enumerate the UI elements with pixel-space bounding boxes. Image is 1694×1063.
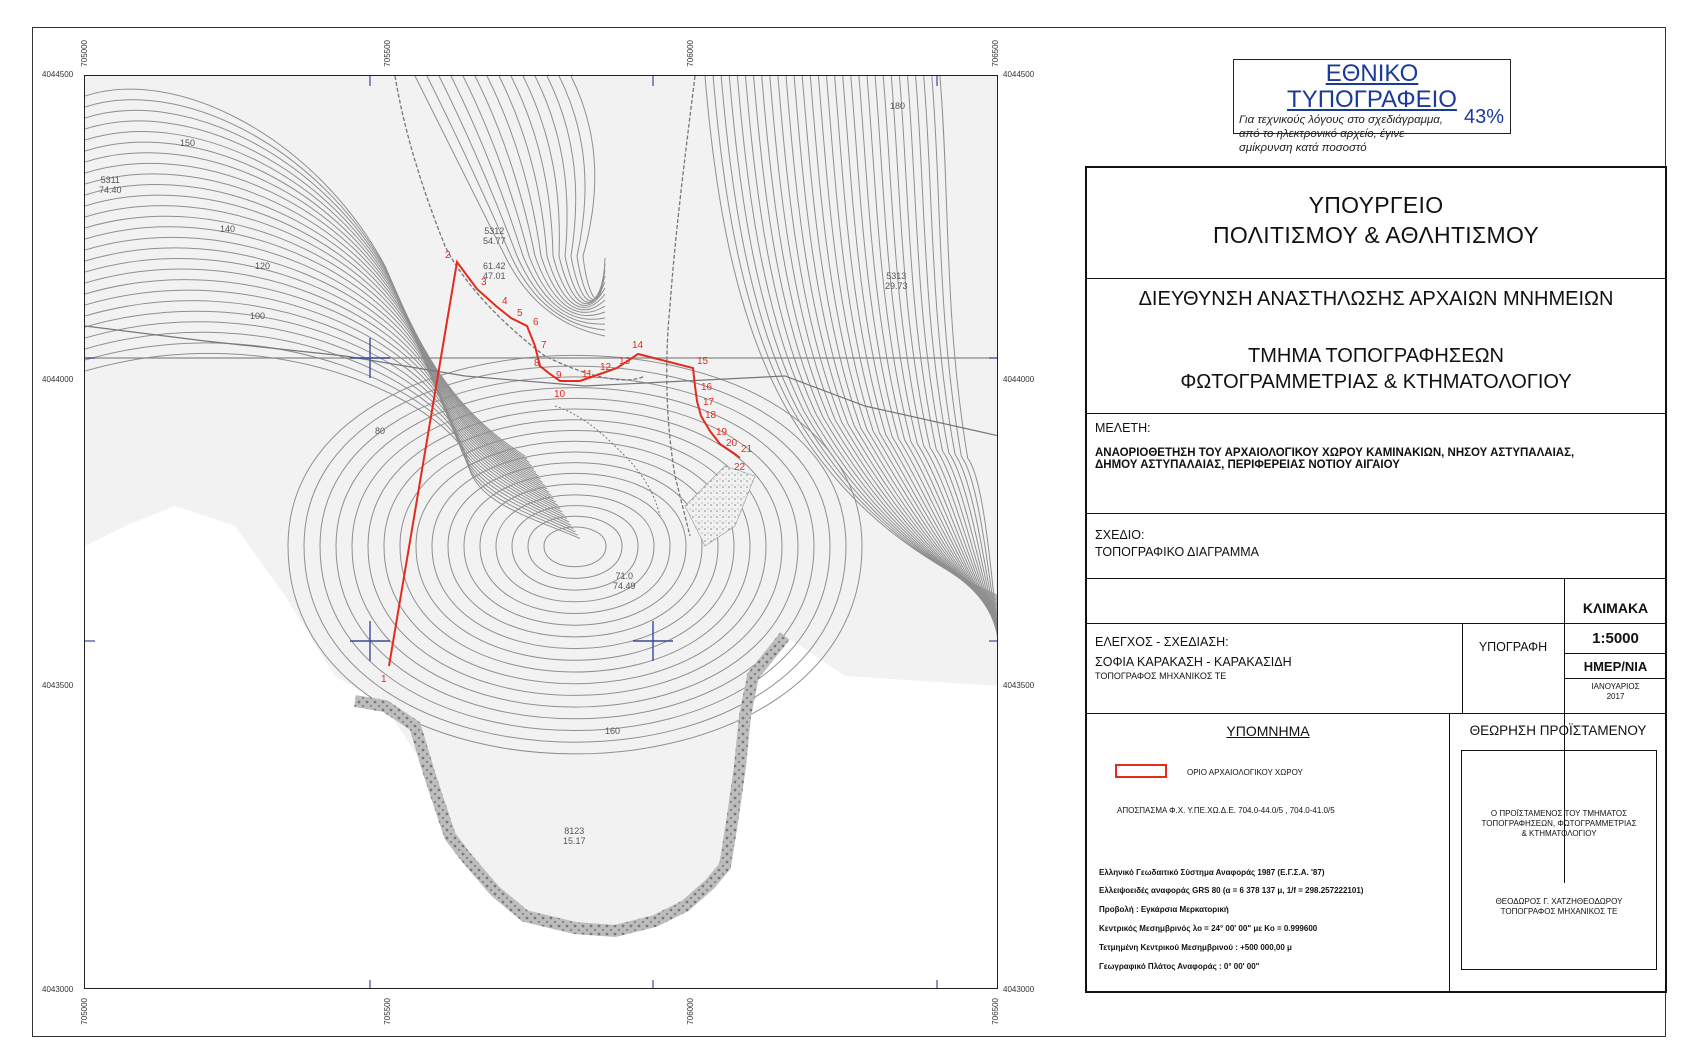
printing-note-line-2: από το ηλεκτρονικό αρχείο, έγινε bbox=[1239, 128, 1405, 140]
coord-right-1: 4044500 bbox=[1003, 70, 1035, 79]
date-month: ΙΑΝΟΥΑΡΙΟΣ bbox=[1591, 682, 1640, 691]
boundary-point-9: 9 bbox=[556, 370, 562, 381]
ellipsoid: Ελλειψοειδές αναφοράς GRS 80 (α = 6 378 137 μ, 1/f = 298.257222101) bbox=[1099, 886, 1364, 895]
check-role: ΤΟΠΟΓΡΑΦΟΣ ΜΗΧΑΝΙΚΟΣ ΤΕ bbox=[1095, 671, 1227, 681]
supervisor-line-1: Ο ΠΡΟΪΣΤΑΜΕΝΟΣ ΤΟΥ ΤΜΗΜΑΤΟΣ bbox=[1490, 809, 1628, 818]
boundary-point-22: 22 bbox=[734, 462, 746, 473]
reference-latitude: Γεωγραφικό Πλάτος Αναφοράς : 0° 00' 00" bbox=[1099, 962, 1260, 971]
ministry-line-2: ΠΟΛΙΤΙΣΜΟΥ & ΑΘΛΗΤΙΣΜΟΥ bbox=[1212, 222, 1540, 248]
check-label: ΕΛΕΓΧΟΣ - ΣΧΕΔΙΑΣΗ: bbox=[1095, 635, 1229, 649]
projection: Προβολή : Εγκάρσια Μερκατορική bbox=[1099, 905, 1229, 914]
date-label: ΗΜΕΡ/ΝΙΑ bbox=[1583, 659, 1648, 674]
signature-label: ΥΠΟΓΡΑΦΗ bbox=[1478, 640, 1548, 654]
boundary-point-19: 19 bbox=[716, 427, 728, 438]
boundary-point-8: 8 bbox=[534, 358, 540, 369]
boundary-point-6: 6 bbox=[533, 317, 539, 328]
boundary-point-18: 18 bbox=[705, 410, 717, 421]
boundary-point-15: 15 bbox=[697, 356, 709, 367]
map-excerpt: ΑΠΟΣΠΑΣΜΑ Φ.Χ. Υ.ΠΕ.ΧΩ.Δ.Ε. 704.0-44.0/5 , 704.0-41.0/5 bbox=[1117, 806, 1335, 815]
coord-top-4: 706500 bbox=[991, 40, 1000, 67]
study-label: ΜΕΛΕΤΗ: bbox=[1095, 421, 1151, 435]
elevation-4: 5313 29.73 bbox=[885, 271, 908, 291]
coord-left-2: 4044000 bbox=[42, 375, 74, 384]
elevation-3: 61.42 47.01 bbox=[483, 261, 506, 281]
directorate: ΔΙΕΥΘΥΝΣΗ ΑΝΑΣΤΗΛΩΣΗΣ ΑΡΧΑΙΩΝ ΜΝΗΜΕΙΩΝ bbox=[1138, 288, 1614, 310]
printing-office-title: ΕΘΝΙΚΟ ΤΥΠΟΓΡΑΦΕΙΟ bbox=[1287, 60, 1457, 113]
supervisor-box bbox=[1461, 750, 1657, 970]
legend-boundary-label: ΟΡΙΟ ΑΡΧΑΙΟΛΟΓΙΚΟΥ ΧΩΡΟΥ bbox=[1187, 768, 1303, 777]
drawing-value: ΤΟΠΟΓΡΑΦΙΚΟ ΔΙΑΓΡΑΜΜΑ bbox=[1095, 545, 1260, 559]
scale-value: 1:5000 bbox=[1592, 630, 1639, 647]
coord-bottom-4: 706500 bbox=[991, 998, 1000, 1025]
geodetic-system: Ελληνικό Γεωδαιτικό Σύστημα Αναφοράς 1987 (Ε.Γ.Σ.Α. '87) bbox=[1099, 868, 1325, 877]
study-line-2: ΔΗΜΟΥ ΑΣΤΥΠΑΛΑΙΑΣ, ΠΕΡΙΦΕΡΕΙΑΣ ΝΟΤΙΟΥ ΑΙΓΑΙΟΥ bbox=[1095, 459, 1400, 471]
boundary-point-11: 11 bbox=[582, 369, 593, 380]
coord-right-2: 4044000 bbox=[1003, 375, 1035, 384]
boundary-point-7: 7 bbox=[541, 340, 547, 351]
coord-bottom-1: 705000 bbox=[80, 998, 89, 1025]
supervisor-name: ΘΕΟΔΩΡΟΣ Γ. ΧΑΤΖΗΘΕΟΔΩΡΟΥ bbox=[1495, 897, 1623, 906]
boundary-point-21: 21 bbox=[741, 444, 753, 455]
coord-left-3: 4043500 bbox=[42, 681, 74, 690]
boundary-point-16: 16 bbox=[701, 382, 713, 393]
department-line-2: ΦΩΤΟΓΡΑΜΜΕΤΡΙΑΣ & ΚΤΗΜΑΤΟΛΟΓΙΟΥ bbox=[1180, 371, 1572, 393]
boundary-point-4: 4 bbox=[502, 296, 508, 307]
printing-office-note bbox=[1233, 59, 1511, 154]
legend-title: ΥΠΟΜΝΗΜΑ bbox=[1226, 723, 1310, 739]
boundary-point-1: 1 bbox=[381, 674, 387, 685]
drawing-label: ΣΧΕΔΙΟ: bbox=[1095, 528, 1145, 542]
boundary-point-5: 5 bbox=[517, 308, 523, 319]
legend-swatch bbox=[1115, 764, 1167, 778]
contour-label-6: 160 bbox=[605, 726, 621, 736]
map-canvas bbox=[85, 76, 998, 989]
topographic-map[interactable] bbox=[84, 75, 998, 989]
contour-label-3: 120 bbox=[255, 261, 271, 271]
supervisor-role: ΤΟΠΟΓΡΑΦΟΣ ΜΗΧΑΝΙΚΟΣ ΤΕ bbox=[1500, 907, 1618, 916]
contour-label-4: 100 bbox=[250, 311, 266, 321]
boundary-point-17: 17 bbox=[703, 397, 715, 408]
coord-top-2: 705500 bbox=[383, 40, 392, 67]
boundary-point-12: 12 bbox=[600, 362, 612, 373]
coord-top-3: 706000 bbox=[686, 40, 695, 67]
contour-label-2: 140 bbox=[220, 224, 236, 234]
boundary-point-2: 2 bbox=[445, 250, 451, 261]
elevation-6: 8123 15.17 bbox=[563, 826, 586, 846]
boundary-point-13: 13 bbox=[619, 356, 631, 367]
department-line-1: ΤΜΗΜΑ ΤΟΠΟΓΡΑΦΗΣΕΩΝ bbox=[1248, 345, 1504, 367]
study-line-1: ΑΝΑΟΡΙΟΘΕΤΗΣΗ ΤΟΥ ΑΡΧΑΙΟΛΟΓΙΚΟΥ ΧΩΡΟΥ ΚΑΜΙΝΑΚΙΩΝ, ΝΗΣΟΥ ΑΣΤΥΠΑΛΑΙΑΣ, bbox=[1095, 447, 1575, 459]
contour-label-5: 80 bbox=[375, 426, 386, 436]
coord-right-3: 4043500 bbox=[1003, 681, 1035, 690]
supervisor-line-3: & ΚΤΗΜΑΤΟΛΟΓΙΟΥ bbox=[1521, 829, 1597, 838]
printing-note-line-1: Για τεχνικούς λόγους στο σχεδιάγραμμα, bbox=[1239, 114, 1444, 126]
title-block bbox=[1085, 166, 1667, 993]
coord-left-4: 4043000 bbox=[42, 985, 74, 994]
date-year: 2017 bbox=[1606, 692, 1625, 701]
false-easting: Τετμημένη Κεντρικού Μεσημβρινού : +500 000,00 μ bbox=[1099, 943, 1292, 952]
reduction-percent: 43% bbox=[1463, 106, 1504, 128]
elevation-2: 5312 54.77 bbox=[483, 226, 506, 246]
contour-label-1: 150 bbox=[180, 138, 196, 148]
coord-top-1: 705000 bbox=[80, 40, 89, 67]
ministry-line-1: ΥΠΟΥΡΓΕΙΟ bbox=[1308, 192, 1444, 218]
central-meridian: Κεντρικός Μεσημβρινός λο = 24° 00' 00" με Κο = 0.999600 bbox=[1099, 924, 1318, 933]
boundary-point-3: 3 bbox=[481, 277, 487, 288]
elevation-1: 5311 74.40 bbox=[99, 175, 122, 195]
printing-note-line-3: σμίκρυνση κατά ποσοστό bbox=[1239, 142, 1367, 154]
coord-bottom-3: 706000 bbox=[686, 998, 695, 1025]
boundary-point-20: 20 bbox=[726, 438, 738, 449]
contour-label-7: 180 bbox=[890, 101, 906, 111]
elevation-5: 71.0 74.49 bbox=[613, 571, 636, 591]
coord-bottom-2: 705500 bbox=[383, 998, 392, 1025]
supervisor-title: ΘΕΩΡΗΣΗ ΠΡΟΪΣΤΑΜΕΝΟΥ bbox=[1469, 723, 1647, 738]
boundary-point-10: 10 bbox=[554, 389, 566, 400]
check-name: ΣΟΦΙΑ ΚΑΡΑΚΑΣΗ - ΚΑΡΑΚΑΣΙΔΗ bbox=[1095, 655, 1292, 669]
boundary-point-14: 14 bbox=[632, 340, 644, 351]
coord-left-1: 4044500 bbox=[42, 70, 74, 79]
supervisor-line-2: ΤΟΠΟΓΡΑΦΗΣΕΩΝ, ΦΩΤΟΓΡΑΜΜΕΤΡΙΑΣ bbox=[1481, 819, 1637, 828]
coord-right-4: 4043000 bbox=[1003, 985, 1035, 994]
scale-label: ΚΛΙΜΑΚΑ bbox=[1582, 600, 1649, 616]
